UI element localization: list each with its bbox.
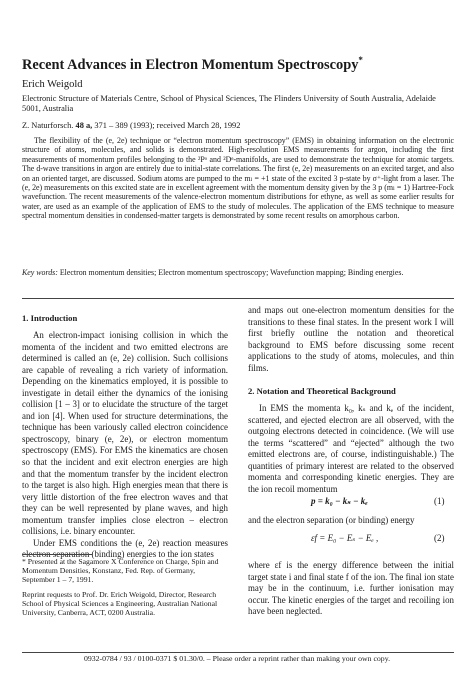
keywords bbox=[22, 268, 454, 277]
equation-1-number: (1) bbox=[434, 496, 445, 506]
footnote-divider bbox=[22, 554, 92, 555]
citation-line bbox=[22, 121, 240, 131]
section-heading-notation: 2. Notation and Theoretical Background bbox=[248, 386, 396, 396]
keywords-text: Electron momentum densities; Electron momentum spectroscopy; Wavefunction mapping; Binding energies. bbox=[59, 268, 404, 277]
intro-paragraph-2: Under EMS conditions the (e, 2e) reaction measures electron separation (binding) energies to the ion states bbox=[22, 537, 228, 560]
binding-energy-intro: and the electron separation (or binding) energy bbox=[248, 515, 415, 525]
intro-paragraph-1: An electron-impact ionising collision in which the momenta of the incident and two emitted electrons are determined is called an (e, 2e) collision. Such collisions are capable of revealing a rich variety of information. Depending on the kinematics employed, it is possible to investigate in detail either the dynamics of the ionising collision [1 – 3] or to elucidate the structure of the target and ion [4]. When used for structure determinations, the technique has been variously called electron coincidence spectroscopy, binary (e, 2e), or electron momentum spectroscopy (EMS). For EMS the kinematics are chosen so that the incident and exit electron energies are high and that the momentum transfer by the incident electron to the target is also high. High energies mean that there is very little distortion of the free electron waves and that they can be well represented by plane waves, and high momentum transfer implies close electron – electron collisions, i.e. binary encounter. bbox=[22, 330, 228, 537]
notation-paragraph-1: In EMS the momenta k₀, kₛ and kₑ of the incident, scattered, and ejected electron are all observed, with the outgoing electrons detected in coincidence. (We will use the terms “scattered” and “ejected” although the two emitted electrons are, of course, indistinguishable.) The quantities of primary interest are related to the observed momenta and corresponding kinetic energies. They are the ion recoil momentum bbox=[248, 403, 454, 494]
footnotes bbox=[22, 557, 228, 622]
binding-energy-intro-block bbox=[248, 515, 454, 527]
equation-2: εf = E₀ − Eₛ − Eₑ , bbox=[311, 533, 379, 543]
notation-paragraph-2-block bbox=[248, 560, 454, 618]
bottom-divider bbox=[22, 652, 454, 653]
abstract-divider bbox=[22, 298, 454, 299]
title-footnote-mark: * bbox=[358, 55, 363, 65]
footnote-conference: * Presented at the Sagamore X Conference on Charge, Spin and Momentum Densities, Konstanz, Fed. Rep. of Germany, September 1 – 7, 1991. bbox=[22, 557, 219, 585]
paper-title bbox=[22, 52, 452, 74]
footnote-reprint: Reprint requests to Prof. Dr. Erich Weigold, Director, Research School of Physical Sciences a Engineering, Australian National University, Canberra, ACT, 0200 Australia. bbox=[22, 589, 218, 618]
right-column-intro bbox=[248, 305, 454, 374]
paper-title-text: Recent Advances in Electron Momentum Spectroscopy bbox=[22, 56, 359, 73]
author-affiliation: Electronic Structure of Materials Centre, School of Physical Sciences, The Flinders University of South Australia, Adelaide 5001, Australia bbox=[22, 94, 436, 113]
journal-name: Z. Naturforsch. bbox=[22, 121, 74, 130]
author-name: Erich Weigold bbox=[22, 79, 83, 90]
notation-paragraph-1-block bbox=[248, 403, 454, 495]
equation-1: p = k₀ − kₛ − kₑ bbox=[311, 496, 368, 506]
keywords-label: Key words: bbox=[22, 268, 58, 277]
left-column-text bbox=[22, 330, 228, 561]
journal-volume: 48 a, bbox=[75, 121, 93, 130]
citation-pages-date: 371 – 389 (1993); received March 28, 1992 bbox=[94, 121, 241, 130]
notation-paragraph-2: where εf is the energy difference between the initial target state i and final state f of the ion. The final ion state may be in the continuum, i.e. further ionisation may occur. The kinetic energies of the target and recoiling ion have been neglected. bbox=[248, 560, 454, 617]
abstract: The flexibility of the (e, 2e) technique or “electron momentum spectroscopy” (EMS) in obtaining information on the electronic structure of atoms, molecules, and solids is demonstrated. High-resolution EMS measurements for argon, including the first measurements of momentum profiles belonging to the ²Pᵒ and ²Dᵉ-manifolds, are used to demonstrate the technique for atomic targets. The d-wave transitions in argon are entirely due to initial-state correlations. The first (e, 2e) measurements on an excited target, and also on an oriented target, are discussed. Sodium atoms are pumped to the mₗ = +1 state of the excited 3 p-state by σ⁺-light from a laser. The (e, 2e) measurements on this excited state are in excellent agreement with the momentum density given by the 3 p (mₗ = 1) Hartree-Fock wavefunction. The recent measurements of the valence-electron momentum distributions for ethyne, as well as some earlier results for water, are used as an example of the application of EMS to the study of molecules. The application of the EMS technique to measure spectral momentum densities in condensed-matter targets is demonstrated by some recent results on amorphous carbon. bbox=[22, 136, 454, 221]
intro-continuation: and maps out one-electron momentum densities for the transitions to these final states. In the present work I will first briefly outline the notation and theoretical background to EMS before discussing some recent applications to the study of atoms, molecules, and thin films. bbox=[248, 305, 454, 373]
issn-reprint-line: 0932-0784 / 93 / 0100-0371 $ 01.30/0. – Please order a reprint rather than making your own copy. bbox=[83, 654, 391, 663]
section-heading-introduction: 1. Introduction bbox=[22, 313, 78, 323]
equation-2-number: (2) bbox=[434, 533, 445, 543]
